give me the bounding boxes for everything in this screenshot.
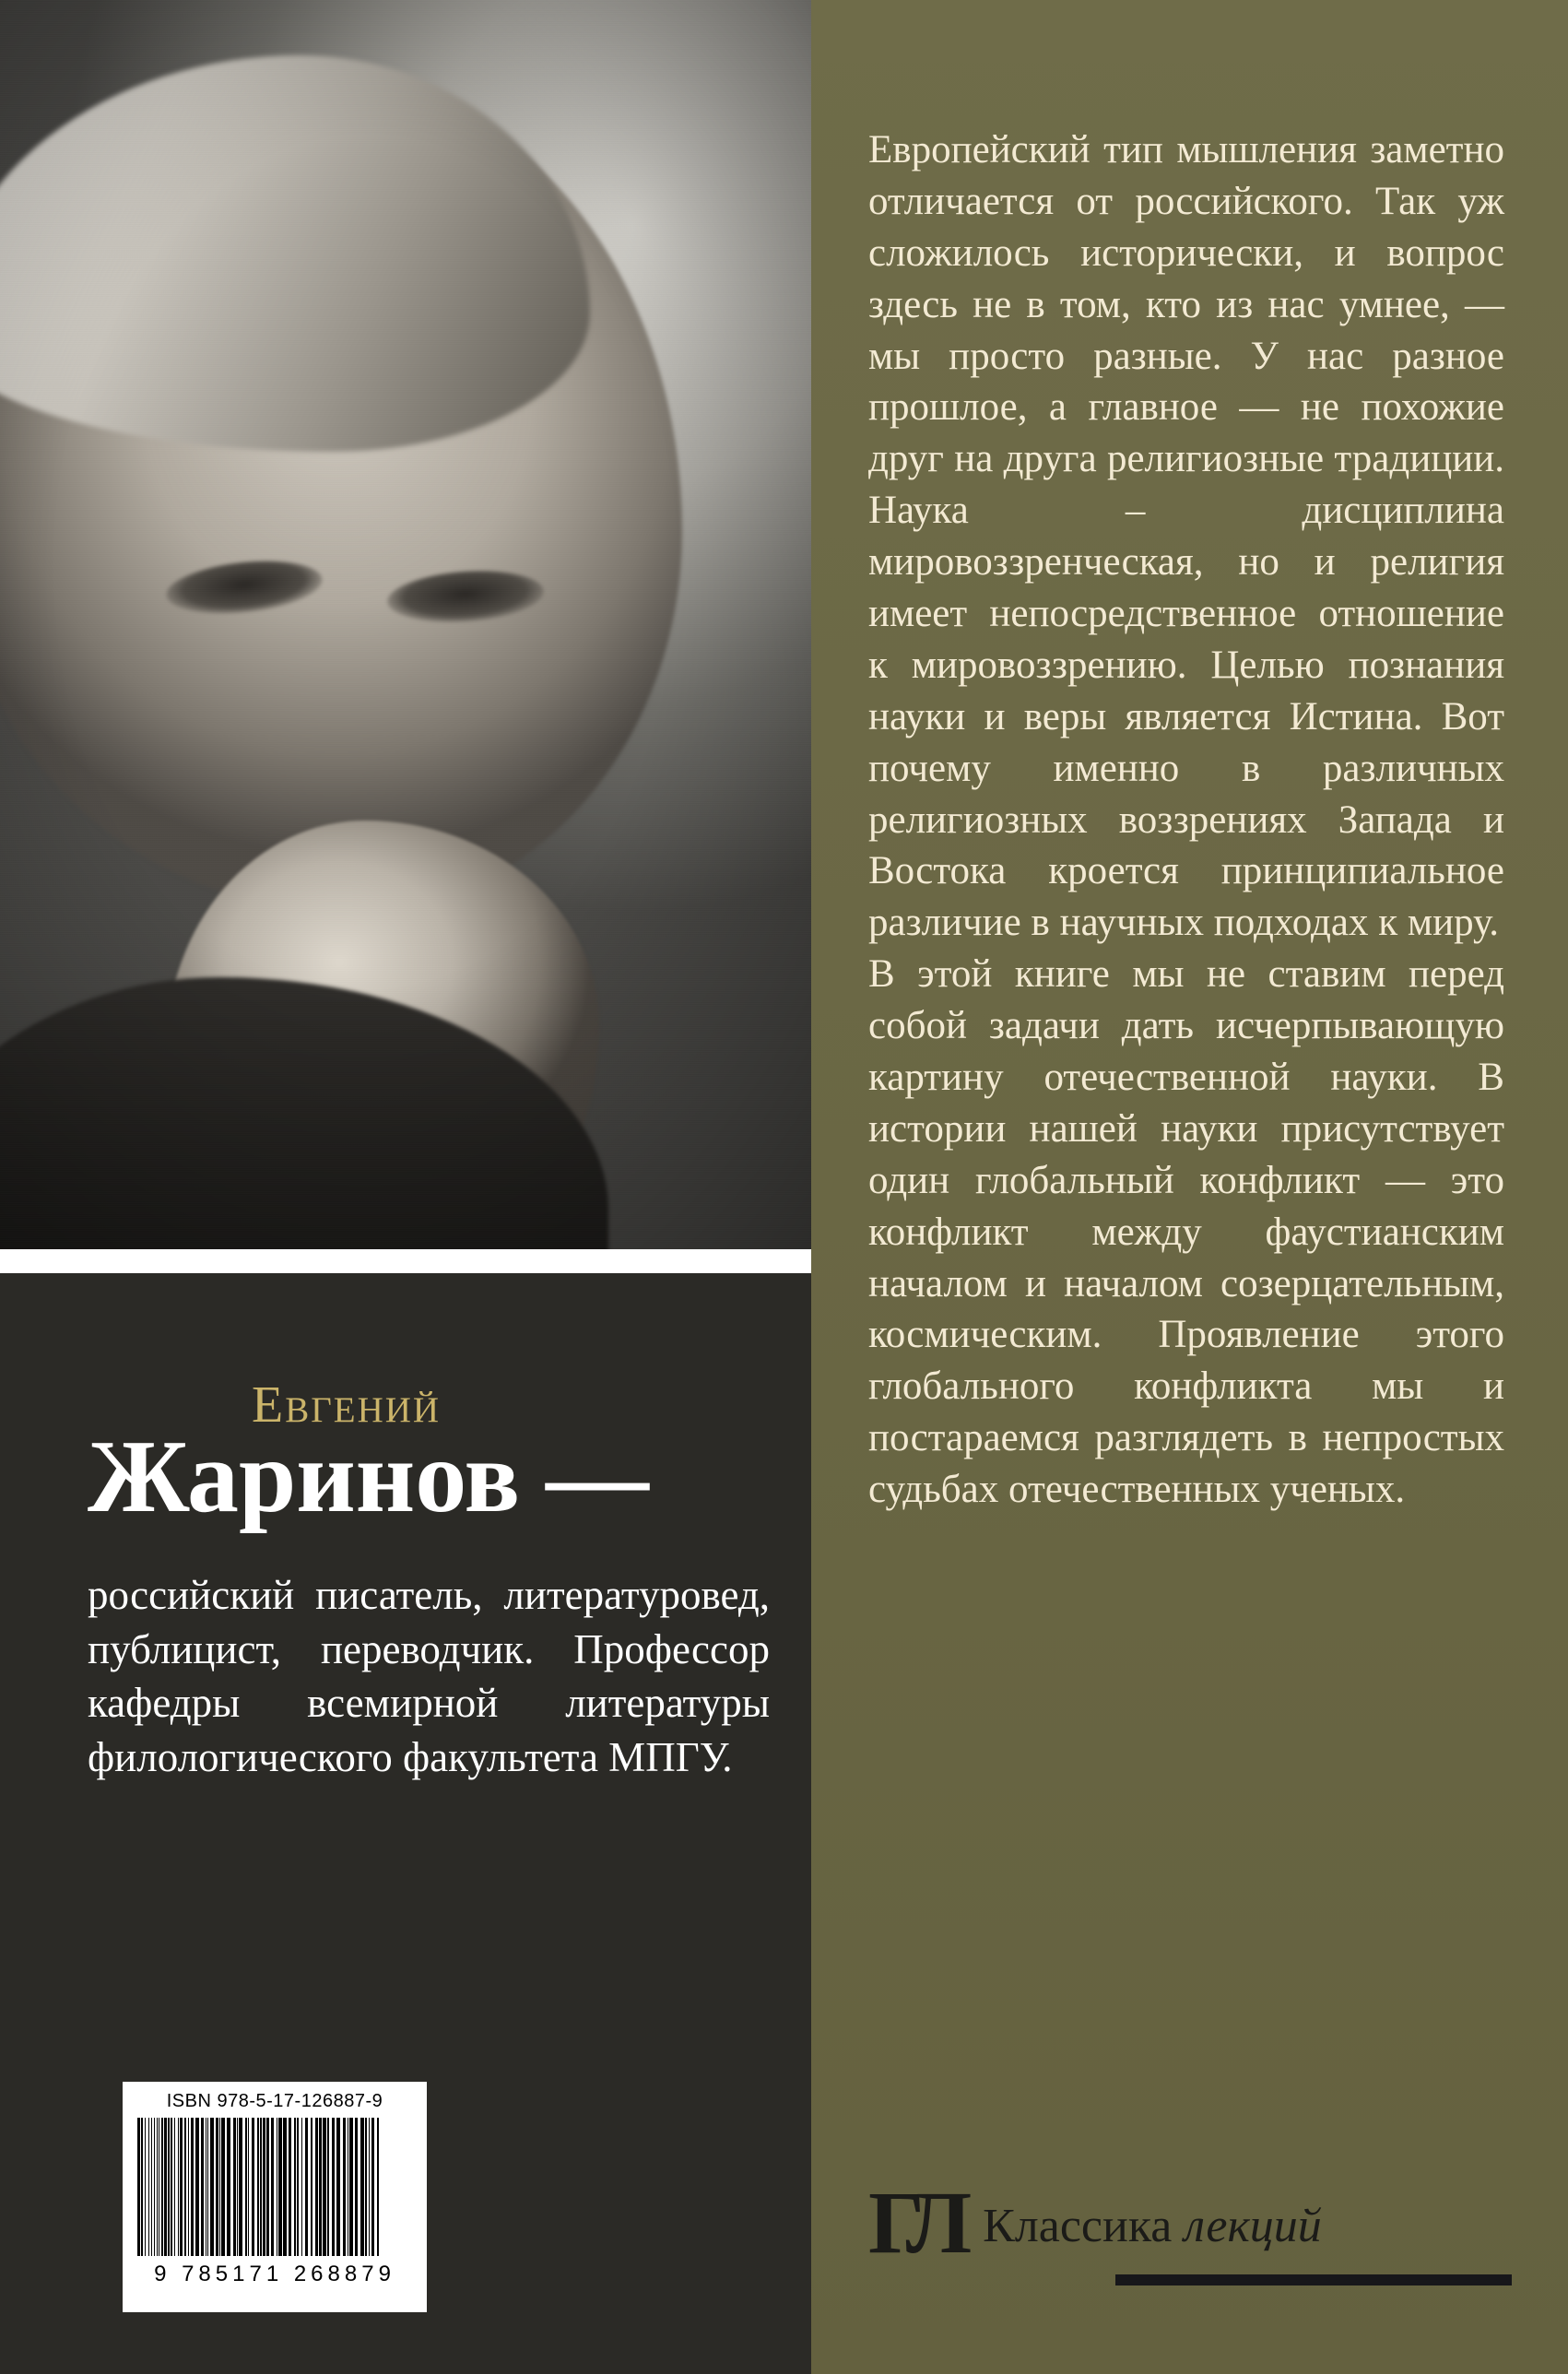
author-bio-text: российский писатель, литературовед, публицист, переводчик. Профессор кафедры всемирной литературы филологического факультета МПГУ. (88, 1572, 770, 1780)
isbn-barcode (123, 2082, 427, 2312)
barcode-bars (132, 2118, 418, 2256)
series-name (983, 2200, 1322, 2263)
author-name (88, 1376, 770, 1534)
blurb-paragraph-2: В этой книге мы не ставим перед собой задачи дать исчерпывающую картину отечественной науки. В истории нашей науки присутствует один глобальный конфликт — это конфликт между фаустианским началом и началом созерцательным, космическим. Проявление этого глобального конфликта мы и постараемся разглядеть в непростых судьбах отечественных ученых. (868, 952, 1504, 1512)
blurb-text (868, 124, 1504, 1516)
series-name-regular: Классика (983, 2200, 1185, 2252)
series-underline-rule (1115, 2274, 1512, 2285)
author-last-name: Жаринов — (88, 1420, 649, 1534)
series-logo (868, 2173, 1514, 2273)
photo-divider-bar (0, 1249, 811, 1273)
barcode-digits: 9 785171 268879 (154, 2262, 395, 2286)
series-monogram: ГЛ (868, 2173, 967, 2273)
blurb-paragraph-1: Европейский тип мышления заметно отличается от российского. Так уж сложилось исторически, и вопрос здесь не в том, кто из нас умнее, — мы просто разные. У нас разное прошлое, а главное — не похожие друг на друга религиозные традиции. Наука – дисциплина мировоззренческая, но и религия имеет непосредственное отношение к мировоззрению. Целью познания науки и веры является Истина. Вот почему именно в различных религиозных воззрениях Запада и Востока кроется принципиальное различие в научных подходах к миру. (868, 128, 1504, 945)
author-portrait-photo (0, 0, 811, 1249)
photo-grain-texture (0, 0, 811, 1249)
isbn-label: ISBN 978-5-17-126887-9 (166, 2091, 383, 2111)
right-panel (811, 0, 1568, 2374)
author-first-name: Евгений (252, 1376, 442, 1434)
series-name-italic: лекций (1184, 2200, 1322, 2252)
